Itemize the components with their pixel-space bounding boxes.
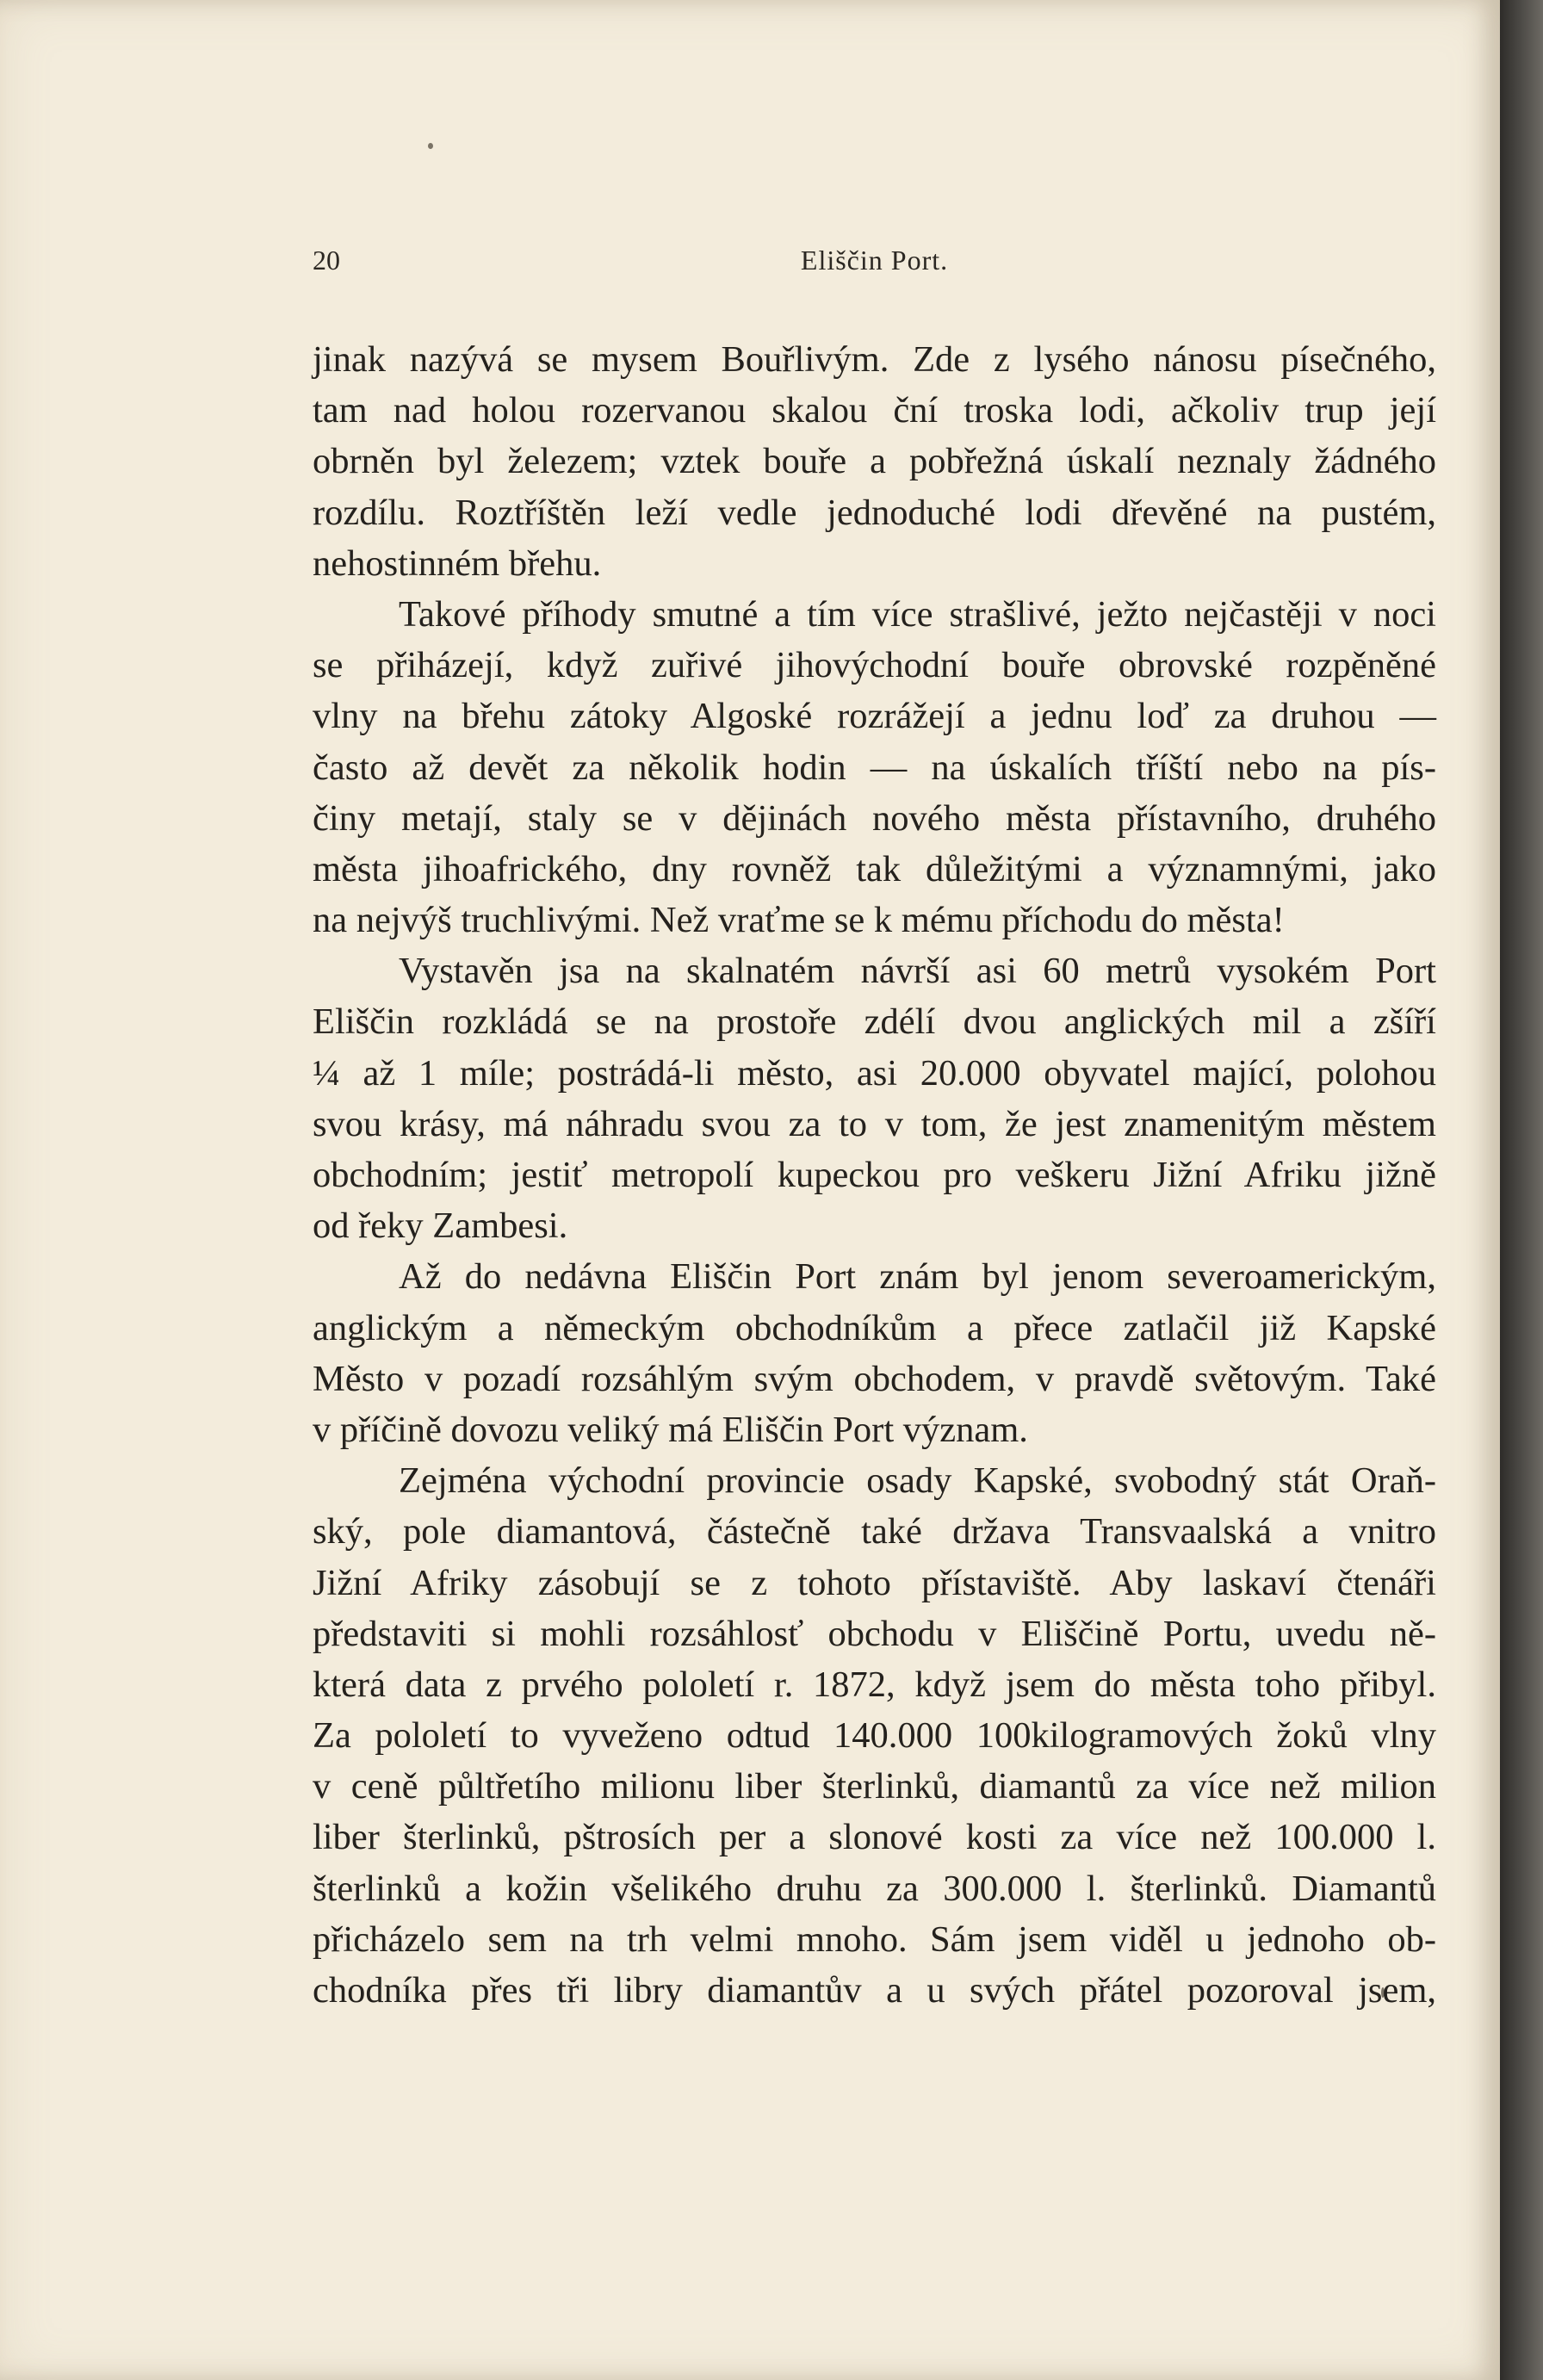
text-line: Jižní Afriky zásobují se z tohoto přístaviště. Aby laskaví čtenáři bbox=[313, 1562, 1436, 1603]
book-edge bbox=[1500, 0, 1543, 2380]
text-line: jinak nazývá se mysem Bouřlivým. Zde z lysého nánosu písečného, bbox=[313, 339, 1436, 380]
text-line: Za pololetí to vyveženo odtud 140.000 100kilogramových žoků vlny bbox=[313, 1715, 1436, 1757]
text-line: na nejvýš truchlivými. Než vraťme se k mému příchodu do města! bbox=[313, 900, 1285, 941]
text-line: liber šterlinků, pštrosích per a slonové kosti za více než 100.000 l. bbox=[313, 1817, 1436, 1858]
text-line: rozdílu. Roztříštěn leží vedle jednoduché lodi dřevěné na pustém, bbox=[313, 492, 1436, 533]
page-number: 20 bbox=[313, 245, 340, 276]
text-line: tam nad holou rozervanou skalou ční troska lodi, ačkoliv trup její bbox=[313, 390, 1436, 431]
text-line: Zejména východní provincie osady Kapské, svobodný stát Oraň- bbox=[399, 1460, 1436, 1502]
text-line: obchodním; jestiť metropolí kupeckou pro veškeru Jižní Afriku jižně bbox=[313, 1155, 1436, 1195]
ink-speck bbox=[428, 143, 433, 149]
text-line: Až do nedávna Eliščin Port znám byl jenom severoamerickým, bbox=[399, 1256, 1436, 1298]
text-line: vlny na břehu zátoky Algoské rozrážejí a jednu loď za druhou — bbox=[313, 696, 1436, 737]
text-line: nehostinném břehu. bbox=[313, 542, 602, 584]
running-header bbox=[313, 245, 1436, 282]
text-line: chodníka přes tři libry diamantův a u svých přátel pozoroval jsem, bbox=[313, 1970, 1436, 2011]
text-line: šterlinků a kožin všelikého druhu za 300.000 l. šterlinků. Diamantů bbox=[313, 1868, 1436, 1909]
text-line: od řeky Zambesi. bbox=[313, 1205, 568, 1247]
text-line: obrněn byl železem; vztek bouře a pobřežná úskalí neznaly žádného bbox=[313, 441, 1436, 482]
text-line: v příčině dovozu veliký má Eliščin Port význam. bbox=[313, 1409, 1028, 1450]
text-line: v ceně půltřetího milionu liber šterlinků, diamantů za více než milion bbox=[313, 1766, 1436, 1807]
text-line: přicházelo sem na trh velmi mnoho. Sám jsem viděl u jednoho ob- bbox=[313, 1918, 1436, 1960]
running-title: Eliščin Port. bbox=[800, 245, 949, 276]
text-line: činy metají, staly se v dějinách nového města přístavního, druhého bbox=[313, 797, 1436, 839]
text-line: Město v pozadí rozsáhlým svým obchodem, v pravdě světovým. Také bbox=[313, 1358, 1436, 1399]
text-line: Eliščin rozkládá se na prostoře zdélí dvou anglických mil a zšíří bbox=[313, 1001, 1436, 1043]
body-text bbox=[313, 334, 1436, 2016]
text-line: svou krásy, má náhradu svou za to v tom, že jest znamenitým městem bbox=[313, 1103, 1436, 1144]
text-line: často až devět za několik hodin — na úskalích tříští nebo na pís- bbox=[313, 747, 1436, 788]
text-line: ¼ až 1 míle; postrádá-li město, asi 20.000 obyvatel mající, polohou bbox=[313, 1052, 1436, 1094]
text-line: představiti si mohli rozsáhlosť obchodu v Eliščině Portu, uvedu ně- bbox=[313, 1613, 1436, 1654]
text-line: se přiházejí, když zuřivé jihovýchodní bouře obrovské rozpěněné bbox=[313, 645, 1436, 686]
text-line: ský, pole diamantová, částečně také država Transvaalská a vnitro bbox=[313, 1511, 1436, 1553]
text-line: Vystavěn jsa na skalnatém návrší asi 60 metrů vysokém Port bbox=[399, 951, 1436, 992]
text-line: města jihoafrického, dny rovněž tak důležitými a významnými, jako bbox=[313, 848, 1436, 889]
text-line: anglickým a německým obchodníkům a přece zatlačil již Kapské bbox=[313, 1307, 1436, 1348]
text-line: která data z prvého pololetí r. 1872, když jsem do města toho přibyl. bbox=[313, 1664, 1436, 1705]
text-line: Takové příhody smutné a tím více strašlivé, ježto nejčastěji v noci bbox=[399, 593, 1436, 635]
